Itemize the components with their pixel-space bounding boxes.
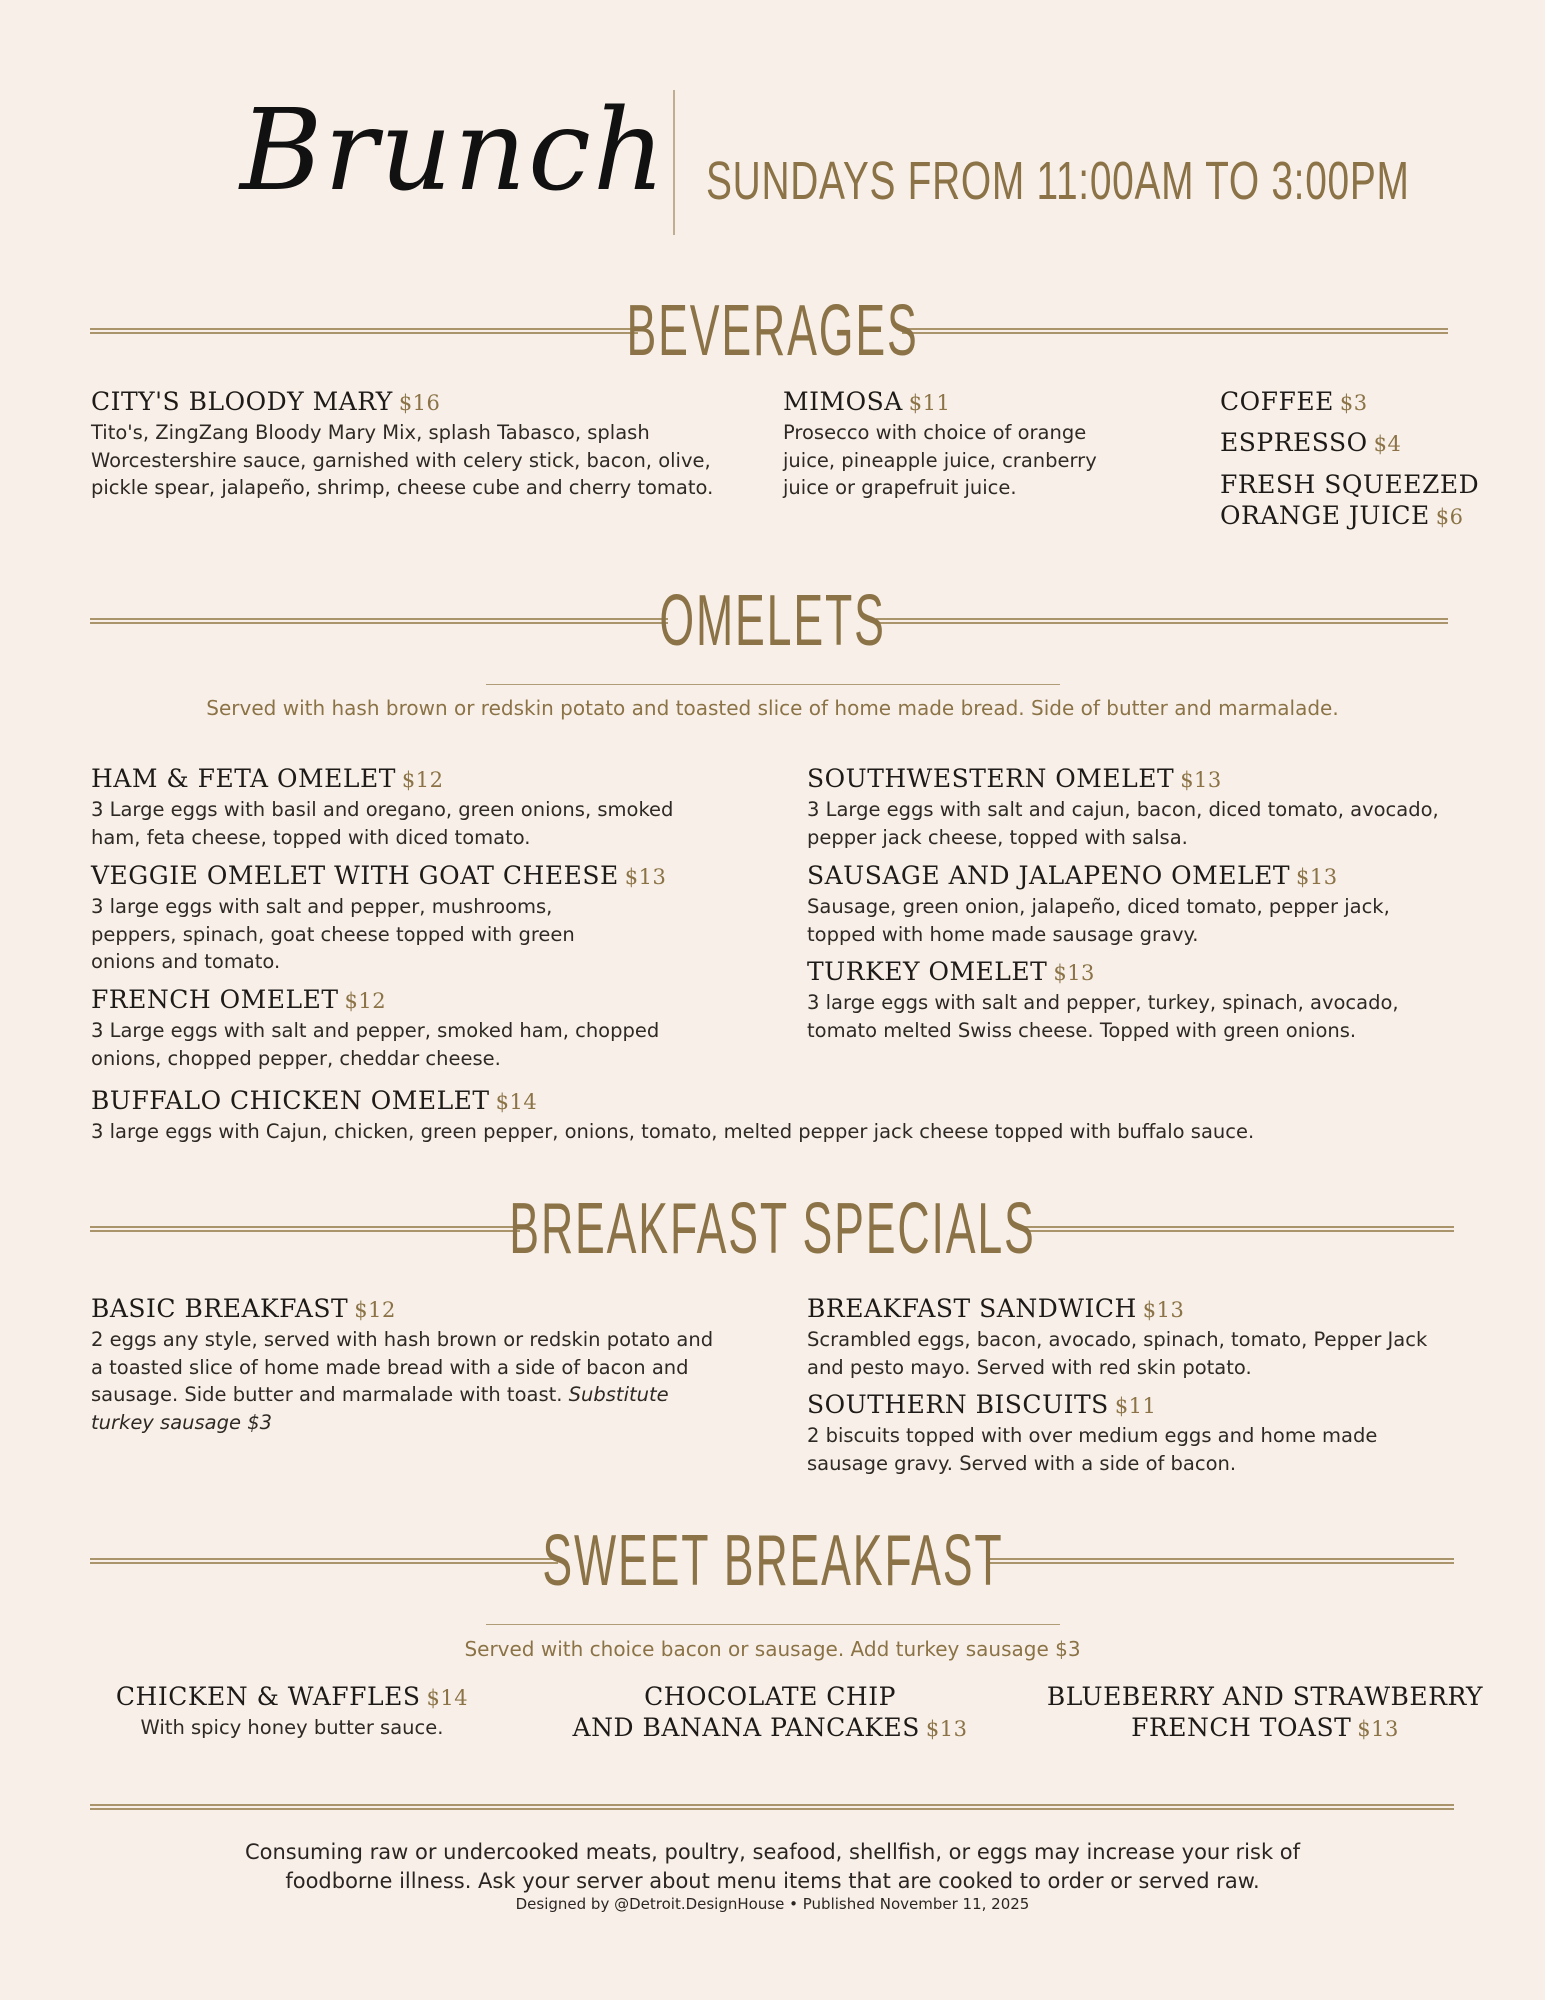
- omelets-note: Served with hash brown or redskin potato and toasted slice of home made bread. Side of butter and marmalade.: [206, 696, 1339, 720]
- item-name-line1: FRESH SQUEEZED: [1220, 470, 1480, 499]
- item-price: $3: [1339, 391, 1368, 415]
- menu-item-sausage-jalapeno: [807, 860, 1507, 948]
- brand-title: Brunch: [240, 86, 667, 216]
- item-name: HAM & FETA OMELET: [91, 764, 396, 793]
- item-name: BASIC BREAKFAST: [91, 1294, 349, 1323]
- item-price: $12: [344, 989, 387, 1013]
- disclaimer-line2: foodborne illness. Ask your server about menu items that are cooked to order or served raw.: [285, 1869, 1260, 1893]
- menu-item-pancakes: [560, 1681, 980, 1745]
- item-name-line1: BLUEBERRY AND STRAWBERRY: [1046, 1682, 1484, 1711]
- item-description: 2 eggs any style, served with hash brown or redskin potato and a toasted slice of home made bread with a side of bacon and sausage. Side butter and marmalade with toast.: [91, 1328, 714, 1406]
- item-price: $13: [1053, 961, 1095, 985]
- header-divider: [673, 90, 675, 235]
- item-description: Tito's, ZingZang Bloody Mary Mix, splash Tabasco, splash Worcestershire sauce, garnished with celery stick, bacon, olive, pickle spear, jalapeño, shrimp, cheese cube and cherry tomato.: [91, 421, 714, 499]
- item-name: FRENCH OMELET: [91, 985, 339, 1014]
- item-name: TURKEY OMELET: [807, 957, 1048, 986]
- hours-text: SUNDAYS FROM 11:00AM TO 3:00PM: [706, 151, 1410, 211]
- item-description: 3 Large eggs with basil and oregano, green onions, smoked ham, feta cheese, topped with diced tomato.: [91, 798, 674, 849]
- item-name: MIMOSA: [783, 387, 903, 416]
- item-price: $14: [495, 1090, 538, 1114]
- menu-item-coffee: [1220, 386, 1520, 419]
- section-title-sweet-breakfast: SWEET BREAKFAST: [541, 1521, 1004, 1601]
- item-price: $13: [1357, 1717, 1399, 1741]
- item-price: $13: [1180, 768, 1222, 792]
- item-description-note: Substitute turkey sausage $3: [91, 1383, 669, 1434]
- item-price: $11: [1114, 1394, 1157, 1418]
- sweet-note: Served with choice bacon or sausage. Add turkey sausage $3: [464, 1637, 1081, 1661]
- item-name-line2: AND BANANA PANCAKES: [572, 1713, 920, 1742]
- item-name: VEGGIE OMELET WITH GOAT CHEESE: [91, 861, 619, 890]
- disclaimer-line1: Consuming raw or undercooked meats, poultry, seafood, shellfish, or eggs may increase your risk of: [244, 1840, 1301, 1864]
- item-name: SOUTHERN BISCUITS: [807, 1390, 1109, 1419]
- section-title-beverages: BEVERAGES: [626, 291, 919, 371]
- menu-item-breakfast-sandwich: [807, 1293, 1507, 1381]
- menu-item-buffalo: [91, 1085, 1511, 1146]
- section-title-breakfast-specials: BREAKFAST SPECIALS: [509, 1189, 1036, 1269]
- item-description: Scrambled eggs, bacon, avocado, spinach, tomato, Pepper Jack and pesto mayo. Served with red skin potato.: [807, 1328, 1428, 1379]
- item-price: $4: [1373, 432, 1402, 456]
- item-price: $13: [624, 865, 667, 889]
- item-description: With spicy honey butter sauce.: [140, 1716, 444, 1739]
- item-name: BUFFALO CHICKEN OMELET: [91, 1086, 490, 1115]
- note-divider: [486, 1624, 1060, 1625]
- item-description: 3 Large eggs with salt and cajun, bacon, diced tomato, avocado, pepper jack cheese, topped with salsa.: [807, 798, 1439, 849]
- item-name: CITY'S BLOODY MARY: [91, 387, 393, 416]
- item-name: ESPRESSO: [1220, 428, 1368, 457]
- item-description: Sausage, green onion, jalapeño, diced tomato, pepper jack, topped with home made sausage gravy.: [807, 895, 1390, 946]
- item-name: COFFEE: [1220, 387, 1334, 416]
- item-name: SAUSAGE AND JALAPENO OMELET: [807, 861, 1291, 890]
- item-description: Prosecco with choice of orange juice, pineapple juice, cranberry juice or grapefruit juice.: [783, 421, 1097, 499]
- menu-item-chicken-waffles: [92, 1681, 492, 1742]
- item-description: 3 large eggs with Cajun, chicken, green pepper, onions, tomato, melted pepper jack cheese topped with buffalo sauce.: [91, 1120, 1255, 1143]
- item-price: $12: [401, 768, 444, 792]
- item-description: 3 Large eggs with salt and pepper, smoked ham, chopped onions, chopped pepper, cheddar cheese.: [91, 1019, 660, 1070]
- item-price: $6: [1435, 505, 1464, 529]
- item-name-line2: FRENCH TOAST: [1131, 1713, 1352, 1742]
- footer-rule: [90, 1804, 1454, 1810]
- item-name-line2: ORANGE JUICE: [1220, 501, 1430, 530]
- note-divider: [486, 684, 1060, 685]
- menu-item-ham-feta: [91, 763, 791, 851]
- menu-item-southern-biscuits: [807, 1389, 1507, 1477]
- item-name: CHICKEN & WAFFLES: [115, 1682, 421, 1711]
- item-price: $12: [354, 1298, 396, 1322]
- item-name: SOUTHWESTERN OMELET: [807, 764, 1175, 793]
- item-name-line1: CHOCOLATE CHIP: [644, 1682, 896, 1711]
- menu-item-veggie: [91, 860, 791, 976]
- menu-item-turkey: [807, 956, 1507, 1044]
- menu-item-espresso: [1220, 427, 1520, 460]
- menu-item-mimosa: [783, 386, 1153, 502]
- menu-item-bloody-mary: [91, 386, 731, 502]
- item-price: $11: [908, 391, 951, 415]
- item-price: $14: [426, 1686, 469, 1710]
- menu-item-french: [91, 984, 791, 1072]
- item-price: $16: [398, 391, 441, 415]
- credit-line: Designed by @Detroit.DesignHouse • Published November 11, 2025: [515, 1895, 1030, 1913]
- item-description: 3 large eggs with salt and pepper, turkey, spinach, avocado, tomato melted Swiss cheese. Topped with green onions.: [807, 991, 1399, 1042]
- item-description: 3 large eggs with salt and pepper, mushrooms, peppers, spinach, goat cheese topped with green onions and tomato.: [91, 895, 575, 973]
- item-description: 2 biscuits topped with over medium eggs and home made sausage gravy. Served with a side of bacon.: [807, 1424, 1378, 1475]
- menu-item-southwestern: [807, 763, 1507, 851]
- menu-item-basic-breakfast: [91, 1293, 771, 1436]
- item-price: $13: [925, 1717, 968, 1741]
- item-name: BREAKFAST SANDWICH: [807, 1294, 1137, 1323]
- item-price: $13: [1296, 865, 1338, 889]
- section-title-omelets: OMELETS: [659, 581, 886, 661]
- menu-item-french-toast: [1040, 1681, 1490, 1745]
- menu-item-orange-juice: [1220, 469, 1530, 533]
- item-price: $13: [1142, 1298, 1185, 1322]
